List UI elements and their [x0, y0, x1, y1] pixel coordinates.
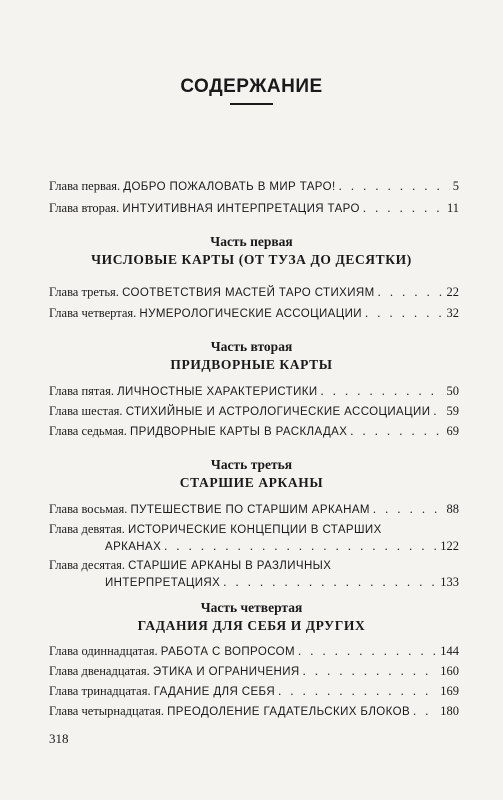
part-label: Часть вторая: [210, 339, 293, 354]
chapter-label: Глава четвертая.: [49, 306, 137, 320]
chapter-label: Глава одиннадцатая.: [49, 644, 158, 658]
chapter-title-continuation: ИНТЕРПРЕТАЦИЯХ: [105, 577, 221, 589]
toc-entry[interactable]: [49, 557, 459, 591]
toc-entry[interactable]: [49, 178, 459, 195]
chapter-title-continuation: АРКАНАХ: [105, 541, 162, 553]
page-number: 88: [446, 502, 459, 516]
chapter-title: ГАДАНИЕ ДЛЯ СЕБЯ: [153, 686, 276, 698]
part-title: ПРИДВОРНЫЕ КАРТЫ: [170, 357, 333, 372]
leader-dots: [365, 305, 444, 321]
toc-entry[interactable]: [49, 643, 459, 660]
chapter-title: ПРИДВОРНЫЕ КАРТЫ В РАСКЛАДАХ: [130, 426, 348, 438]
chapter-title: СТАРШИЕ АРКАНЫ В РАЗЛИЧНЫХ: [128, 560, 332, 572]
chapter-label: Глава седьмая.: [49, 424, 127, 438]
toc-entry[interactable]: [49, 403, 459, 420]
leader-dots: [433, 403, 443, 419]
toc-entry[interactable]: [49, 663, 459, 680]
chapter-label: Глава восьмая.: [49, 502, 128, 516]
leader-dots: [223, 574, 437, 590]
toc-entry[interactable]: [49, 703, 459, 720]
chapter-title: РАБОТА С ВОПРОСОМ: [160, 646, 295, 658]
page-number-footer: 318: [49, 731, 69, 746]
chapter-label: Глава девятая.: [49, 522, 125, 536]
page-number: 22: [446, 285, 459, 299]
chapter-label: Глава пятая.: [49, 384, 114, 398]
leader-dots: [339, 178, 450, 194]
chapter-title: ИНТУИТИВНАЯ ИНТЕРПРЕТАЦИЯ ТАРО: [122, 203, 360, 215]
part-label: Часть третья: [210, 457, 293, 472]
chapter-label: Глава десятая.: [49, 558, 126, 572]
page-number: 160: [440, 664, 459, 678]
leader-dots: [378, 284, 444, 300]
chapter-title: ЭТИКА И ОГРАНИЧЕНИЯ: [152, 666, 300, 678]
chapter-label: Глава третья.: [49, 285, 119, 299]
toc-entry[interactable]: [49, 521, 459, 555]
chapter-label: Глава шестая.: [49, 404, 123, 418]
part-title: ЧИСЛОВЫЕ КАРТЫ (ОТ ТУЗА ДО ДЕСЯТКИ): [91, 252, 412, 267]
chapter-title: ЛИЧНОСТНЫЕ ХАРАКТЕРИСТИКИ: [117, 386, 318, 398]
chapter-title: ИСТОРИЧЕСКИЕ КОНЦЕПЦИИ В СТАРШИХ: [128, 524, 382, 536]
toc-entry[interactable]: [49, 383, 459, 400]
leader-dots: [363, 200, 444, 216]
page-number: 5: [452, 179, 459, 193]
page-number: 69: [446, 424, 459, 438]
page-title: СОДЕРЖАНИЕ: [180, 76, 323, 97]
toc-entry[interactable]: [49, 423, 459, 440]
page-number: 122: [440, 539, 459, 553]
toc-entry[interactable]: [49, 683, 459, 700]
leader-dots: [321, 383, 444, 399]
chapter-title: ПУТЕШЕСТВИЕ ПО СТАРШИМ АРКАНАМ: [130, 504, 370, 516]
chapter-title: СТИХИЙНЫЕ И АСТРОЛОГИЧЕСКИЕ АССОЦИАЦИИ: [125, 406, 431, 418]
page-number: 32: [446, 306, 459, 320]
leader-dots: [373, 501, 444, 517]
page-number: 144: [440, 644, 459, 658]
chapter-label: Глава вторая.: [49, 201, 120, 215]
chapter-title: ПРЕОДОЛЕНИЕ ГАДАТЕЛЬСКИХ БЛОКОВ: [167, 706, 411, 718]
part-label: Часть четвертая: [200, 600, 303, 615]
chapter-label: Глава первая.: [49, 179, 121, 193]
part-label: Часть первая: [210, 234, 293, 249]
part-title: ГАДАНИЯ ДЛЯ СЕБЯ И ДРУГИХ: [137, 618, 366, 633]
chapter-label: Глава четырнадцатая.: [49, 704, 164, 718]
chapter-title: НУМЕРОЛОГИЧЕСКИЕ АССОЦИАЦИИ: [139, 308, 362, 320]
page-number: 50: [446, 384, 459, 398]
title-rule: [230, 103, 273, 105]
leader-dots: [350, 423, 443, 439]
toc-entry[interactable]: [49, 284, 459, 301]
chapter-title: СООТВЕТСТВИЯ МАСТЕЙ ТАРО СТИХИЯМ: [122, 287, 375, 299]
page-number: 180: [440, 704, 459, 718]
toc-entry[interactable]: [49, 305, 459, 322]
toc-entry[interactable]: [49, 501, 459, 518]
chapter-label: Глава тринадцатая.: [49, 684, 151, 698]
leader-dots: [413, 703, 437, 719]
page-number: 133: [440, 575, 459, 589]
chapter-label: Глава двенадцатая.: [49, 664, 150, 678]
page-number: 59: [446, 404, 459, 418]
part-title: СТАРШИЕ АРКАНЫ: [179, 475, 324, 490]
chapter-title: ДОБРО ПОЖАЛОВАТЬ В МИР ТАРО!: [123, 181, 336, 193]
page-number: 169: [440, 684, 459, 698]
leader-dots: [298, 643, 437, 659]
toc-entry[interactable]: [49, 200, 459, 217]
leader-dots: [278, 683, 437, 699]
leader-dots: [303, 663, 438, 679]
page-number: 11: [446, 201, 459, 215]
leader-dots: [164, 538, 437, 554]
